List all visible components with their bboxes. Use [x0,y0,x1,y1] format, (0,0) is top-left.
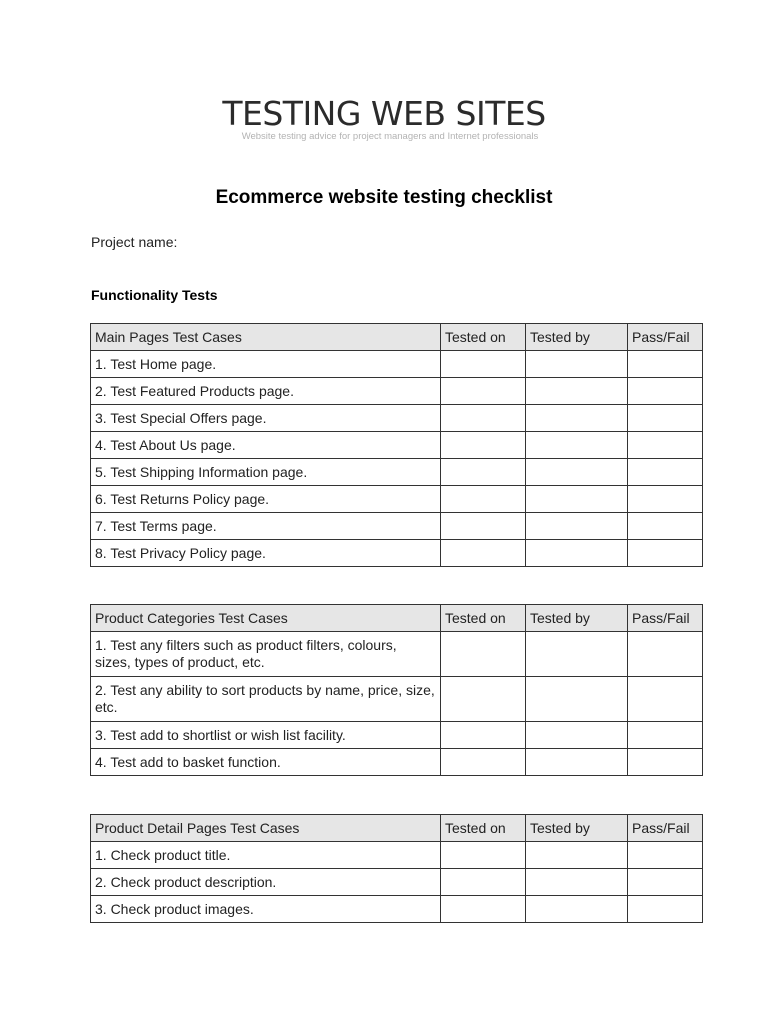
table-header-row [91,324,703,351]
header-test-cases: Product Detail Pages Test Cases [91,815,441,842]
header-test-cases: Main Pages Test Cases [91,324,441,351]
test-case-cell: 4. Test About Us page. [91,432,441,459]
tested-by-cell[interactable] [526,540,628,567]
table-row [91,351,703,378]
table-row [91,677,703,722]
tested-on-cell[interactable] [441,677,526,722]
table-row [91,378,703,405]
test-case-cell: 6. Test Returns Policy page. [91,486,441,513]
pass-fail-cell[interactable] [628,722,703,749]
tested-on-cell[interactable] [441,540,526,567]
table-header-row [91,815,703,842]
tested-by-cell[interactable] [526,486,628,513]
tested-on-cell[interactable] [441,351,526,378]
pass-fail-cell[interactable] [628,869,703,896]
tested-on-cell[interactable] [441,869,526,896]
table-header-row [91,605,703,632]
table-row [91,432,703,459]
test-case-cell: 1. Check product title. [91,842,441,869]
tested-by-cell[interactable] [526,842,628,869]
tested-on-cell[interactable] [441,722,526,749]
tested-by-cell[interactable] [526,405,628,432]
tested-by-cell[interactable] [526,459,628,486]
table-row [91,632,703,677]
test-case-cell: 7. Test Terms page. [91,513,441,540]
tested-on-cell[interactable] [441,486,526,513]
product-detail-table [90,814,703,923]
test-case-cell: 3. Test add to shortlist or wish list facility. [91,722,441,749]
site-tagline: Website testing advice for project managers and Internet professionals [241,131,539,142]
table-row [91,896,703,923]
document-title: Ecommerce website testing checklist [215,187,553,208]
test-case-cell: 2. Check product description. [91,869,441,896]
tested-on-cell[interactable] [441,432,526,459]
header-pass-fail: Pass/Fail [628,605,703,632]
header-tested-by: Tested by [526,324,628,351]
table-row [91,749,703,776]
header-tested-by: Tested by [526,605,628,632]
main-pages-table [90,323,703,567]
site-title: TESTING WEB SITES [222,94,546,133]
tested-by-cell[interactable] [526,749,628,776]
pass-fail-cell[interactable] [628,432,703,459]
pass-fail-cell[interactable] [628,459,703,486]
pass-fail-cell[interactable] [628,677,703,722]
pass-fail-cell[interactable] [628,842,703,869]
tested-by-cell[interactable] [526,632,628,677]
test-case-cell: 2. Test any ability to sort products by name, price, size, etc. [91,677,441,722]
pass-fail-cell[interactable] [628,540,703,567]
tested-by-cell[interactable] [526,722,628,749]
pass-fail-cell[interactable] [628,378,703,405]
tested-by-cell[interactable] [526,677,628,722]
table-row [91,486,703,513]
header-tested-by: Tested by [526,815,628,842]
tested-by-cell[interactable] [526,896,628,923]
pass-fail-cell[interactable] [628,749,703,776]
test-case-cell: 3. Check product images. [91,896,441,923]
header-pass-fail: Pass/Fail [628,815,703,842]
tested-on-cell[interactable] [441,459,526,486]
test-case-cell: 4. Test add to basket function. [91,749,441,776]
pass-fail-cell[interactable] [628,351,703,378]
project-name-label: Project name: [91,234,178,250]
site-header [0,94,768,142]
tested-on-cell[interactable] [441,896,526,923]
tested-on-cell[interactable] [441,842,526,869]
header-tested-on: Tested on [441,605,526,632]
tested-on-cell[interactable] [441,632,526,677]
pass-fail-cell[interactable] [628,513,703,540]
pass-fail-cell[interactable] [628,405,703,432]
pass-fail-cell[interactable] [628,632,703,677]
test-case-cell: 2. Test Featured Products page. [91,378,441,405]
header-test-cases: Product Categories Test Cases [91,605,441,632]
test-case-cell: 1. Test Home page. [91,351,441,378]
pass-fail-cell[interactable] [628,486,703,513]
tested-by-cell[interactable] [526,378,628,405]
table-row [91,513,703,540]
tested-on-cell[interactable] [441,513,526,540]
table-row [91,842,703,869]
test-case-cell: 1. Test any filters such as product filters, colours, sizes, types of product, etc. [91,632,441,677]
test-case-cell: 8. Test Privacy Policy page. [91,540,441,567]
test-case-cell: 3. Test Special Offers page. [91,405,441,432]
tested-by-cell[interactable] [526,351,628,378]
header-tested-on: Tested on [441,815,526,842]
tested-by-cell[interactable] [526,432,628,459]
header-tested-on: Tested on [441,324,526,351]
table-row [91,722,703,749]
tested-by-cell[interactable] [526,513,628,540]
pass-fail-cell[interactable] [628,896,703,923]
table-row [91,459,703,486]
product-categories-table [90,604,703,776]
table-row [91,869,703,896]
section-heading-functionality: Functionality Tests [91,287,218,303]
tested-on-cell[interactable] [441,405,526,432]
header-pass-fail: Pass/Fail [628,324,703,351]
table-row [91,540,703,567]
table-row [91,405,703,432]
test-case-cell: 5. Test Shipping Information page. [91,459,441,486]
tested-on-cell[interactable] [441,749,526,776]
tested-on-cell[interactable] [441,378,526,405]
tested-by-cell[interactable] [526,869,628,896]
